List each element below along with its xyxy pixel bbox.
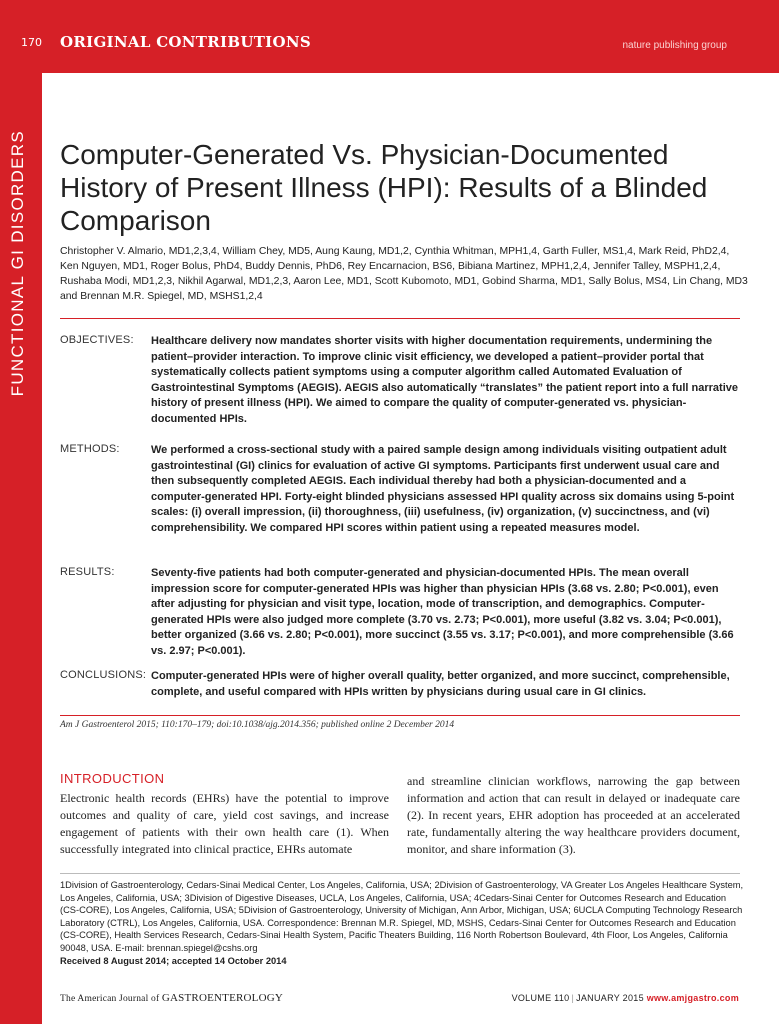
- abstract-text: Healthcare delivery now mandates shorter visits with higher documentation requirements, undermining the patient–provider interaction. To improve clinic visit efficiency, we developed a patient–provider portal that systematically collects patient symptoms using a computer algorithm called Automated Evaluation of Gastrointestinal Symptoms (AEGIS). AEGIS also automatically “translates” the patient report into a full narrative history of present illness (HPI). We aimed to compare the quality of computer-generated vs. physician-documented HPIs.: [151, 335, 739, 425]
- abstract-text: Seventy-five patients had both computer-generated and physician-documented HPIs. The mean overall impression score for computer-generated HPIs was higher than physician HPIs (3.68 vs. 2.80; P<0.001), even after adjusting for physician and visit type, location, mode of transcription, and demographics. Computer-generated HPIs were also judged more complete (3.70 vs. 2.73; P<0.001), more useful (3.82 vs. 3.04; P<0.001), better organized (3.66 vs. 2.80; P<0.001), more succinct (3.55 vs. 3.17; P<0.001), and more comprehensible (3.66 vs. 2.97; P<0.001).: [151, 567, 734, 657]
- sidebar-label: FUNCTIONAL GI DISORDERS: [8, 130, 27, 397]
- issue-date: JANUARY 2015: [576, 993, 644, 1003]
- abstract-label: OBJECTIVES:: [60, 334, 134, 346]
- abstract-bottom-rule: [60, 715, 740, 716]
- footer-info: [512, 993, 739, 1003]
- affiliations-footnote: 1Division of Gastroenterology, Cedars-Sinai Medical Center, Los Angeles, California, USA; 2Division of Gastroenterology, VA Greater Los Angeles Healthcare System, Los Angeles, California, USA; 3Division of Digestive Diseases, UCLA, Los Angeles, California, USA; 4Cedars-Sinai Center for Outcomes Research and Education (CS-CORE), Los Angeles, California, USA; 5Division of Gastroenterology, University of Michigan, Ann Arbor, Michigan, USA; 6UCLA Computing Technology Research Laboratory (CTRL), Los Angeles, California, USA. Correspondence: Brennan M.R. Spiegel, MD, MSHS, Cedars-Sinai Center for Outcomes Research and Education (CS-CORE), Health Services Research, Cedars-Sinai Health System, Pacific Theaters Building, 116 North Robertson Boulevard, 4th Floor, Los Angeles, California 90048, USA. E-mail: brennan.spiegel@cshs.org: [60, 880, 744, 953]
- abstract-label: CONCLUSIONS:: [60, 669, 147, 681]
- sidebar-label-wrap: [8, 130, 34, 430]
- publisher-label: nature publishing group: [622, 40, 727, 51]
- abstract-text: Computer-generated HPIs were of higher overall quality, better organized, and more succinct, comprehensible, complete, and useful compared with HPIs written by physicians during usual care in GI clinics.: [151, 670, 730, 698]
- article-title: Computer-Generated Vs. Physician-Documented History of Present Illness (HPI): Results of a Blinded Comparison: [60, 139, 708, 236]
- abstract-label: RESULTS:: [60, 566, 115, 578]
- introduction-column-2: and streamline clinician workflows, narrowing the gap between information and action that can result in delayed or inadequate care (2). In recent years, EHR adoption has proceeded at an accelerated rate, fundamentally altering the way healthcare providers document, monitor, and share information (3).: [407, 774, 740, 856]
- received-dates: Received 8 August 2014; accepted 14 October 2014: [60, 955, 287, 966]
- section-title: ORIGINAL CONTRIBUTIONS: [60, 33, 312, 51]
- citation-line: Am J Gastroenterol 2015; 110:170–179; doi:10.1038/ajg.2014.356; published online 2 December 2014: [60, 720, 455, 730]
- volume-label: VOLUME 110: [511, 993, 570, 1003]
- journal-prefix: The American Journal of: [60, 994, 160, 1004]
- abstract-top-rule: [60, 318, 740, 319]
- journal-title: GASTROENTEROLOGY: [161, 992, 284, 1004]
- introduction-column-1: Electronic health records (EHRs) have the potential to improve outcomes and quality of care, yield cost savings, and increase engagement of patients with their own health care (1). When successfully integrated into clinical practice, EHRs automate: [60, 791, 389, 856]
- footnote-rule: [60, 873, 740, 874]
- divider: |: [571, 993, 575, 1003]
- abstract-text: We performed a cross-sectional study with a paired sample design among individuals visiting outpatient adult gastrointestinal (GI) clinics for evaluation of active GI symptoms. Participants first underwent usual care and then subsequently completed AEGIS. Each individual thereby had both a physician-documented and a computer-generated HPI. Forty-eight blinded physicians assessed HPI quality across six domains using 5-point scales: (i) overall impression, (ii) thoroughness, (iii) usefulness, (iv) organization, (v) succinctness, and (vi) comprehensibility. We compared HPI scores within patient using a repeated measures model.: [151, 444, 735, 534]
- journal-url[interactable]: www.amjgastro.com: [646, 993, 739, 1003]
- header-bar: [0, 0, 779, 73]
- author-list: Christopher V. Almario, MD1,2,3,4, William Chey, MD5, Aung Kaung, MD1,2, Cynthia Whitman, MPH1,4, Garth Fuller, MS1,4, Mark Reid, PhD2,4, Ken Nguyen, MD1, Roger Bolus, PhD4, Buddy Dennis, PhD6, Rey Encarnacion, BS6, Bibiana Martinez, MPH1,2,4, Jennifer Talley, MSPH1,2,4, Rushaba Modi, MD1,2,3, Nikhil Agarwal, MD1,2,3, Aaron Lee, MD1, Scott Kubomoto, MD1, Gobind Sharma, MD1, Sally Bolus, MS4, Lin Chang, MD3 and Brennan M.R. Spiegel, MD, MSHS1,2,4: [60, 246, 748, 302]
- footnotes: [60, 879, 744, 967]
- abstract-label: METHODS:: [60, 443, 120, 455]
- introduction-heading: INTRODUCTION: [60, 771, 165, 786]
- page-number: 170: [21, 36, 42, 49]
- journal-name: [60, 992, 283, 1004]
